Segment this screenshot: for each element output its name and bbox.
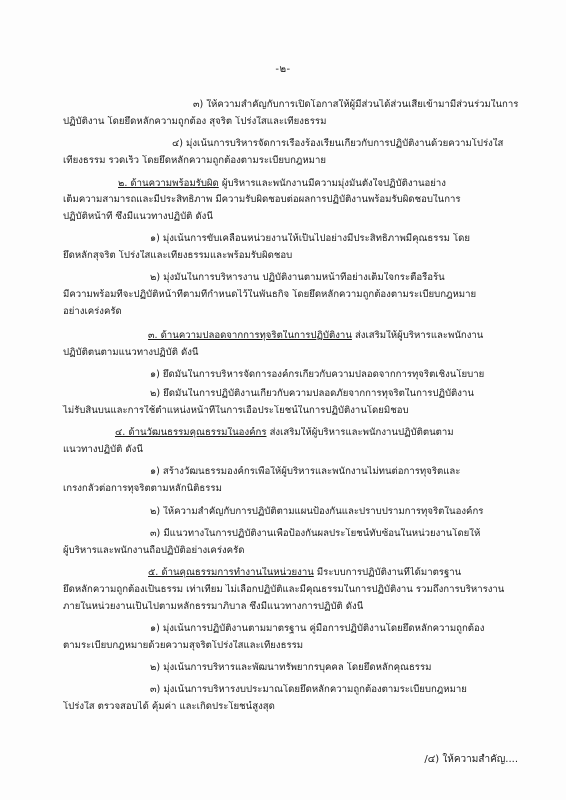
body-line bbox=[0, 233, 566, 245]
section-heading: ๔. ด้านวัฒนธรรมคุณธรรมในองค์กร bbox=[115, 427, 267, 438]
section-heading-line bbox=[0, 567, 566, 579]
line-text: ๒) ยึดมั่นในการปฏิบัติงานเกี่ยวกับความปลอดภัยจากการทุจริตในการปฏิบัติงาน bbox=[150, 388, 474, 399]
line-text: มีระบบการปฏิบัติงานที่ได้มาตรฐาน bbox=[313, 567, 462, 578]
line-text: ๓) มุ่งเน้นการบริหารงบประมาณโดยยึดหลักความถูกต้องตามระเบียบกฎหมาย bbox=[150, 684, 467, 695]
page-number: -๒- bbox=[275, 64, 291, 75]
body-line bbox=[0, 347, 566, 359]
body-line bbox=[0, 138, 566, 150]
body-line bbox=[0, 369, 566, 381]
body-line bbox=[0, 662, 566, 674]
body-line bbox=[0, 545, 566, 557]
continuation-text: /๔) ให้ความสำคัญ.... bbox=[424, 754, 518, 765]
body-line bbox=[0, 99, 566, 111]
section-heading-line bbox=[0, 330, 566, 342]
body-line bbox=[0, 194, 566, 206]
line-text: ส่งเสริมให้ผู้บริหารและพนักงานปฏิบัติตนตาม bbox=[266, 427, 454, 438]
line-text: เกรงกลัวต่อการทุจริตตามหลักนิติธรรม bbox=[63, 483, 222, 494]
line-text: ตามระเบียบกฎหมายด้วยความสุจริตโปร่งใสและเที่ยงธรรม bbox=[63, 640, 304, 651]
section-heading: ๒. ด้านความพร้อมรับผิด bbox=[118, 178, 219, 189]
body-line bbox=[0, 155, 566, 167]
line-text: เต็มความสามารถและมีประสิทธิภาพ มีความรับผิดชอบต่อผลการปฏิบัติงานพร้อมรับผิดชอบในการ bbox=[63, 194, 461, 205]
body-line bbox=[0, 289, 566, 301]
body-line bbox=[0, 601, 566, 613]
body-line bbox=[0, 444, 566, 456]
body-line bbox=[0, 684, 566, 696]
line-text: ๓) ให้ความสำคัญกับการเปิดโอกาสให้ผู้มีส่วนได้ส่วนเสียเข้ามามีส่วนร่วมในการ bbox=[193, 99, 519, 110]
body-line bbox=[0, 640, 566, 652]
line-text: ๓) มีแนวทางในการปฏิบัติงานเพื่อป้องกันผลประโยชน์ทับซ้อนในหน่วยงานโดยให้ bbox=[150, 528, 481, 539]
body-line bbox=[0, 483, 566, 495]
line-text: แนวทางปฏิบัติ ดังนี้ bbox=[63, 444, 143, 455]
line-text: ๒) ให้ความสำคัญกับการปฏิบัติตามแผนป้องกันและปราบปรามการทุจริตในองค์กร bbox=[150, 506, 484, 517]
body-line bbox=[0, 701, 566, 713]
body-line bbox=[0, 388, 566, 400]
body-line bbox=[0, 528, 566, 540]
body-line bbox=[0, 250, 566, 262]
body-line bbox=[0, 116, 566, 128]
line-text: ๑) สร้างวัฒนธรรมองค์กรเพื่อให้ผู้บริหารและพนักงานไม่ทนต่อการทุจริตและ bbox=[150, 466, 461, 477]
body-line bbox=[0, 623, 566, 635]
line-text: ผู้บริหารและพนักงานมีความมุ่งมั่นตั้งใจปฏิบัติงานอย่าง bbox=[218, 178, 446, 189]
line-text: ผู้บริหารและพนักงานถือปฏิบัติอย่างเคร่งครัด bbox=[63, 545, 245, 556]
line-text: ๔) มุ่งเน้นการบริหารจัดการเรื่องร้องเรียนเกี่ยวกับการปฏิบัติงานด้วยความโปร่งใส bbox=[172, 138, 504, 149]
section-heading-line bbox=[0, 427, 566, 439]
line-text: มีความพร้อมที่จะปฏิบัติหน้าที่ตามที่กำหนดไว้ในพันธกิจ โดยยึดหลักความถูกต้องตามระเบียบกฎหมาย bbox=[63, 289, 477, 300]
body-line bbox=[0, 506, 566, 518]
line-text: ส่งเสริมให้ผู้บริหารและพนักงาน bbox=[351, 330, 484, 341]
line-text: เที่ยงธรรม รวดเร็ว โดยยึดหลักความถูกต้องตามระเบียบกฎหมาย bbox=[63, 155, 326, 166]
line-text: ๑) มุ่งเน้นการปฏิบัติงานตามมาตรฐาน คู่มือการปฏิบัติงานโดยยึดหลักความถูกต้อง bbox=[150, 623, 485, 634]
line-text: ๒) มุ่งมั่นในการบริหารงาน ปฏิบัติงานตามหน้าที่อย่างเต็มใจกระตือรือร้น bbox=[150, 272, 445, 283]
body-line bbox=[0, 466, 566, 478]
body-line bbox=[0, 211, 566, 223]
line-text: ปฏิบัติหน้าที่ ซึ่งมีแนวทางปฏิบัติ ดังนี้ bbox=[63, 211, 213, 222]
line-text: ยึดหลักความถูกต้องเป็นธรรม เท่าเทียม ไม่เลือกปฏิบัติและมีคุณธรรมในการปฏิบัติงาน รวมถึงการบริหารงาน bbox=[63, 584, 505, 595]
line-text: ปฏิบัติงาน โดยยึดหลักความถูกต้อง สุจริต โปร่งใสและเที่ยงธรรม bbox=[63, 116, 327, 127]
line-text: ปฏิบัติตนตามแนวทางปฏิบัติ ดังนี้ bbox=[63, 347, 199, 358]
section-heading-line bbox=[0, 178, 566, 190]
body-line bbox=[0, 584, 566, 596]
section-heading: ๓. ด้านความปลอดจากการทุจริตในการปฏิบัติงาน bbox=[148, 330, 352, 341]
body-line bbox=[0, 405, 566, 417]
line-text: อย่างเคร่งครัด bbox=[63, 306, 122, 317]
line-text: ไม่รับสินบนและการใช้ตำแหน่งหน้าที่ในการเอื้อประโยชน์ในการปฏิบัติงานโดยมิชอบ bbox=[63, 405, 409, 416]
line-text: ภายในหน่วยงานเป็นไปตามหลักธรรมาภิบาล ซึ่งมีแนวทางการปฏิบัติ ดังนี้ bbox=[63, 601, 364, 612]
body-line bbox=[0, 306, 566, 318]
line-text: ยึดหลักสุจริต โปร่งใสและเที่ยงธรรมและพร้อมรับผิดชอบ bbox=[63, 250, 293, 261]
line-text: ๑) มุ่งเน้นการขับเคลื่อนหน่วยงานให้เป็นไปอย่างมีประสิทธิภาพมีคุณธรรม โดย bbox=[150, 233, 470, 244]
section-heading: ๕. ด้านคุณธรรมการทำงานในหน่วยงาน bbox=[148, 567, 314, 578]
body-line bbox=[0, 272, 566, 284]
line-text: ๒) มุ่งเน้นการบริหารและพัฒนาทรัพยากรบุคคล โดยยึดหลักคุณธรรม bbox=[150, 662, 432, 673]
line-text: ๑) ยึดมั่นในการบริหารจัดการองค์กรเกี่ยวกับความปลอดจากการทุจริตเชิงนโยบาย bbox=[150, 369, 485, 380]
line-text: โปร่งใส ตรวจสอบได้ คุ้มค่า และเกิดประโยชน์สูงสุด bbox=[63, 701, 275, 712]
